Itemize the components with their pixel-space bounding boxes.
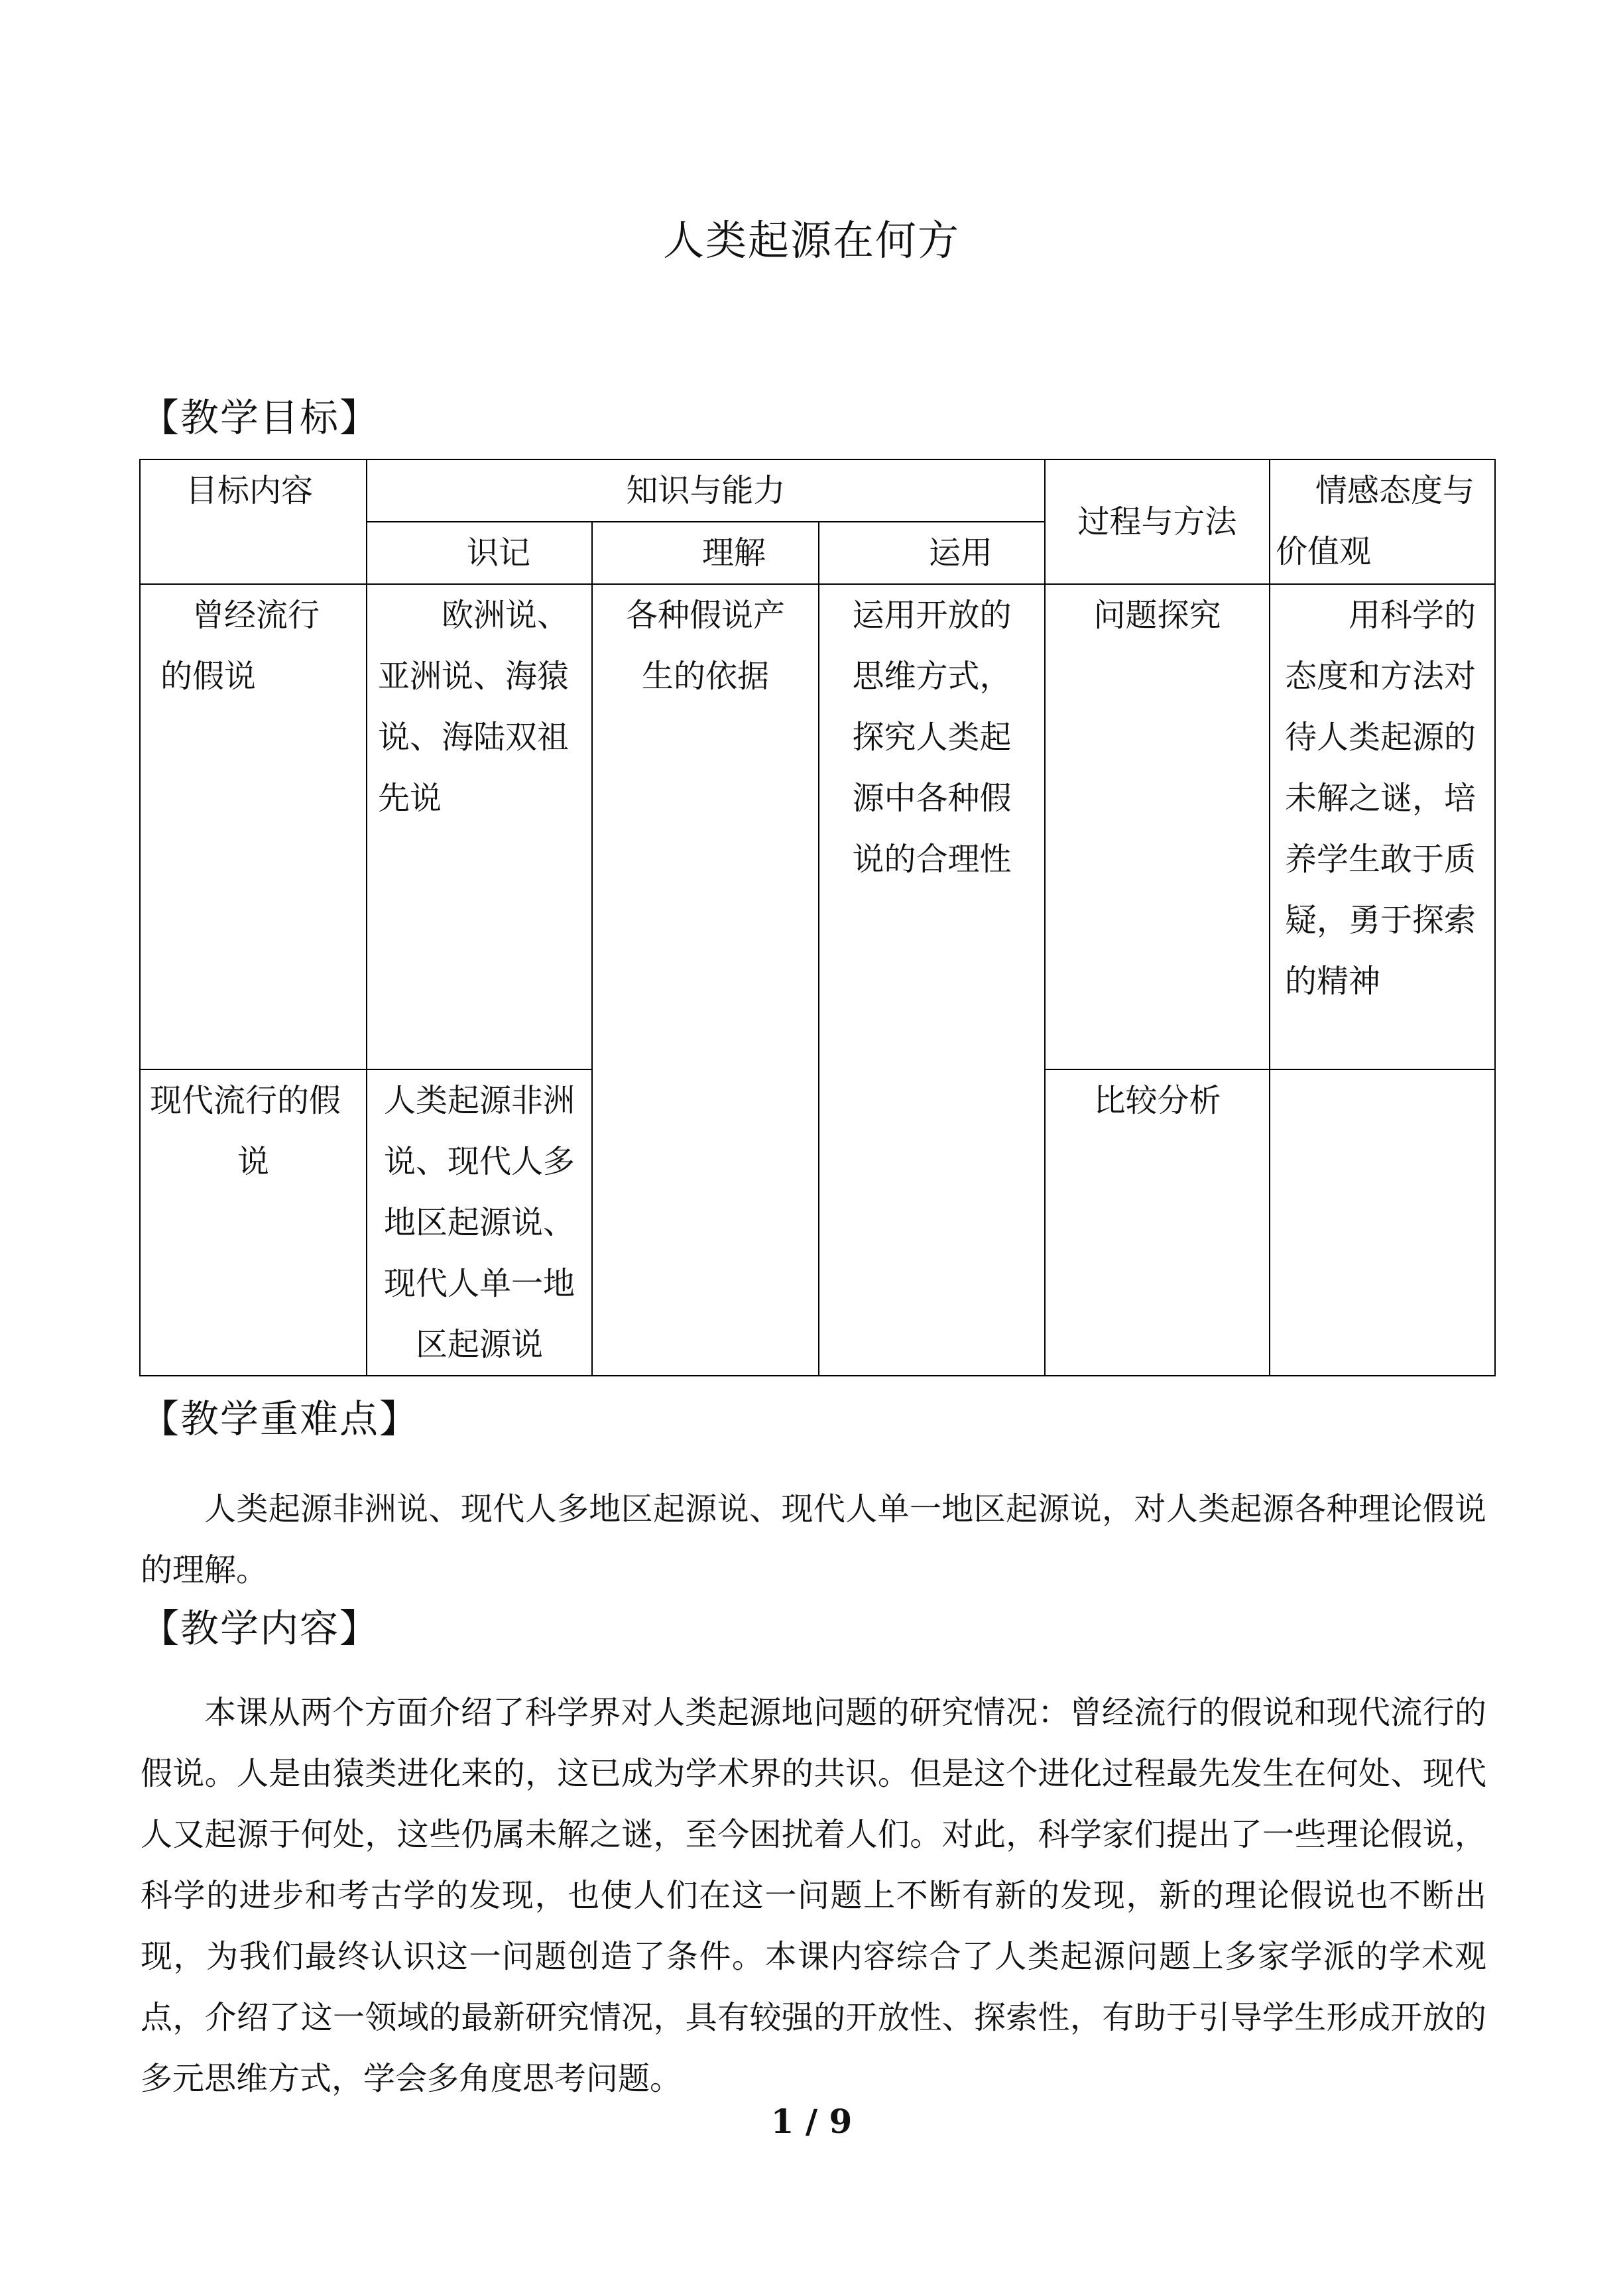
keypoints-heading: 【教学重难点】 xyxy=(141,1396,420,1441)
header-target-content: 目标内容 xyxy=(140,459,367,584)
page-number: 1 / 9 xyxy=(770,2102,853,2141)
keypoints-paragraph: 人类起源非洲说、现代人多地区起源说、现代人单一地区起源说，对人类起源各种理论假说的理解。 xyxy=(141,1490,1486,1589)
row-target: 曾经流行的假说 xyxy=(140,584,367,1069)
header-process-method: 过程与方法 xyxy=(1045,459,1270,584)
table-row xyxy=(140,584,1495,1069)
header-knowledge-ability: 知识与能力 xyxy=(367,459,1045,522)
emotion-values-text: 用科学的态度和方法对待人类起源的未解之谜，培养学生敢于质疑，勇于探索的精神 xyxy=(1270,584,1495,1069)
row-process: 比较分析 xyxy=(1045,1069,1270,1376)
page-title: 人类起源在何方 xyxy=(662,216,960,265)
shared-understand: 各种假说产生的依据 xyxy=(592,584,819,1376)
emotion-values-empty xyxy=(1270,1069,1495,1376)
header-memorize: 识记 xyxy=(367,522,592,584)
shared-apply: 运用开放的思维方式，探究人类起源中各种假说的合理性 xyxy=(819,584,1045,1376)
objectives-table xyxy=(139,459,1496,1376)
table-header-row xyxy=(140,459,1495,522)
row-memorize: 人类起源非洲说、现代人多地区起源说、现代人单一地区起源说 xyxy=(367,1069,592,1376)
row-memorize: 欧洲说、亚洲说、海猿说、海陆双祖先说 xyxy=(367,584,592,1069)
header-emotion-values: 情感态度与价值观 xyxy=(1270,459,1495,584)
row-target xyxy=(140,1069,367,1376)
row-target-text: 现代流行的假说 xyxy=(150,1082,341,1180)
row-process: 问题探究 xyxy=(1045,584,1270,1069)
header-understand: 理解 xyxy=(592,522,819,584)
header-apply: 运用 xyxy=(819,522,1045,584)
content-paragraph: 本课从两个方面介绍了科学界对人类起源地问题的研究情况：曾经流行的假说和现代流行的假说。人是由猿类进化来的，这已成为学术界的共识。但是这个进化过程最先发生在何处、现代人又起源于何处，这些仍属未解之谜，至今困扰着人们。对此，科学家们提出了一些理论假说，科学的进步和考古学的发现，也使人们在这一问题上不断有新的发现，新的理论假说也不断出现，为我们最终认识这一问题创造了条件。本课内容综合了人类起源问题上多家学派的学术观点，介绍了这一领域的最新研究情况，具有较强的开放性、探索性，有助于引导学生形成开放的多元思维方式，学会多角度思考问题。 xyxy=(141,1694,1486,2097)
content-heading: 【教学内容】 xyxy=(141,1606,380,1651)
objectives-heading: 【教学目标】 xyxy=(141,395,380,440)
